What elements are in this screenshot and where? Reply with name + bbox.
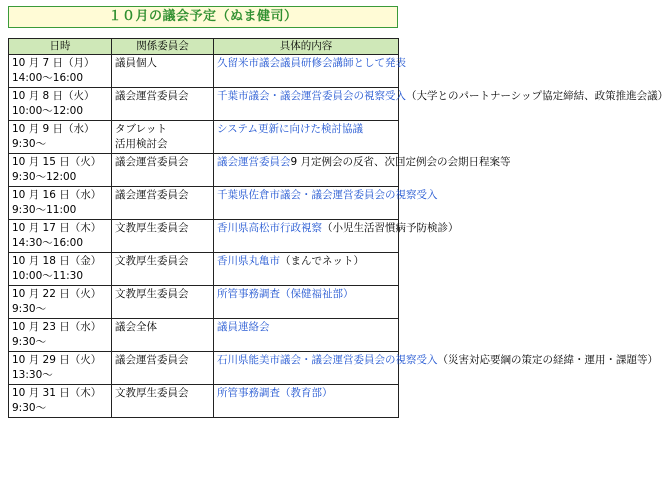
committee-text: 議会運営委員会 bbox=[115, 156, 189, 168]
table-row bbox=[9, 319, 399, 352]
content-link[interactable]: 議会運営委員会 bbox=[217, 156, 291, 168]
table-row bbox=[9, 154, 399, 187]
time-text: 9:30～ bbox=[12, 336, 47, 348]
date-cell bbox=[9, 154, 112, 187]
date-cell bbox=[9, 253, 112, 286]
content-note: 9 月定例会の反省、次回定例会の会期日程案等 bbox=[290, 156, 511, 168]
content-cell bbox=[214, 88, 668, 121]
content-cell bbox=[214, 187, 438, 220]
content-note: （まんでネット） bbox=[280, 255, 364, 267]
committee-cell bbox=[112, 154, 214, 187]
table-row bbox=[9, 220, 399, 253]
date-text: 10 月 8 日（火） bbox=[12, 90, 95, 102]
content-note: （災害対応要綱の策定の経緯・運用・課題等） bbox=[437, 354, 658, 366]
content-cell bbox=[214, 154, 511, 187]
committee-text: 文教厚生委員会 bbox=[115, 222, 189, 234]
date-cell bbox=[9, 385, 112, 418]
committee-cell bbox=[112, 352, 214, 385]
date-cell bbox=[9, 286, 112, 319]
content-cell bbox=[214, 385, 399, 418]
date-cell bbox=[9, 88, 112, 121]
date-text: 10 月 23 日（水） bbox=[12, 321, 102, 333]
content-note: （小児生活習慣病予防検診） bbox=[322, 222, 459, 234]
content-link[interactable]: 石川県能美市議会・議会運営委員会の視察受入 bbox=[217, 354, 438, 366]
committee-text: タブレット bbox=[115, 123, 167, 135]
committee-cell bbox=[112, 286, 214, 319]
column-header-content: 具体的内容 bbox=[214, 39, 399, 55]
content-link[interactable]: 所管事務調査 bbox=[217, 387, 280, 399]
content-cell bbox=[214, 121, 399, 154]
date-text: 10 月 29 日（火） bbox=[12, 354, 102, 366]
time-text: 13:30～ bbox=[12, 369, 53, 381]
committee-text: 文教厚生委員会 bbox=[115, 288, 189, 300]
date-text: 10 月 7 日（月） bbox=[12, 57, 95, 69]
time-text: 9:30～ bbox=[12, 402, 47, 414]
committee-cell bbox=[112, 88, 214, 121]
table-row bbox=[9, 187, 399, 220]
table-row bbox=[9, 55, 399, 88]
committee-text: 活用検討会 bbox=[115, 138, 168, 150]
content-link[interactable]: 香川県丸亀市 bbox=[217, 255, 280, 267]
date-text: 10 月 22 日（火） bbox=[12, 288, 102, 300]
time-text: 14:00～16:00 bbox=[12, 72, 84, 84]
content-link[interactable]: 香川県高松市行政視察 bbox=[217, 222, 322, 234]
content-link[interactable]: 久留米市議会議員研修会 bbox=[217, 57, 333, 69]
content-cell bbox=[214, 319, 399, 352]
date-text: 10 月 9 日（水） bbox=[12, 123, 95, 135]
time-text: 14:30～16:00 bbox=[12, 237, 84, 249]
table-row bbox=[9, 286, 399, 319]
committee-text: 議会全体 bbox=[115, 321, 157, 333]
committee-cell bbox=[112, 187, 214, 220]
time-text: 9:30～ bbox=[12, 303, 47, 315]
content-link[interactable]: 議員連絡会 bbox=[217, 321, 270, 333]
date-cell bbox=[9, 55, 112, 88]
content-link[interactable]: 千葉県佐倉市議会・議会運営委員会の視察受入 bbox=[217, 189, 438, 201]
date-cell bbox=[9, 352, 112, 385]
time-text: 10:00～11:30 bbox=[12, 270, 84, 282]
content-link[interactable]: 千葉市議会・議会運営委員会の視察受入 bbox=[217, 90, 406, 102]
committee-text: 文教厚生委員会 bbox=[115, 387, 189, 399]
content-link[interactable]: （教育部） bbox=[280, 387, 333, 399]
time-text: 9:30～ bbox=[12, 138, 47, 150]
committee-text: 議会運営委員会 bbox=[115, 90, 189, 102]
date-cell bbox=[9, 121, 112, 154]
table-row bbox=[9, 121, 399, 154]
committee-cell bbox=[112, 253, 214, 286]
table-row bbox=[9, 253, 399, 286]
content-cell bbox=[214, 253, 399, 286]
schedule-rows bbox=[9, 55, 668, 418]
content-note: （大学とのパートナーシップ協定締結、政策推進会議） bbox=[406, 90, 668, 102]
committee-cell bbox=[112, 220, 214, 253]
table-row bbox=[9, 88, 399, 121]
content-link[interactable]: 講師として発表 bbox=[332, 57, 406, 69]
page-title: １０月の議会予定（ぬま健司） bbox=[8, 6, 398, 28]
content-cell bbox=[214, 55, 406, 88]
time-text: 10:00～12:00 bbox=[12, 105, 84, 117]
content-link[interactable]: （保健福祉部） bbox=[280, 288, 354, 300]
content-link[interactable]: システム更新に向けた検討協議 bbox=[217, 123, 363, 135]
date-cell bbox=[9, 220, 112, 253]
date-text: 10 月 18 日（金） bbox=[12, 255, 102, 267]
committee-cell bbox=[112, 319, 214, 352]
committee-cell bbox=[112, 55, 214, 88]
table-header-row bbox=[9, 39, 399, 55]
date-text: 10 月 15 日（火） bbox=[12, 156, 102, 168]
content-cell bbox=[214, 352, 658, 385]
date-cell bbox=[9, 319, 112, 352]
committee-text: 議会運営委員会 bbox=[115, 354, 189, 366]
date-text: 10 月 31 日（木） bbox=[12, 387, 102, 399]
date-text: 10 月 16 日（水） bbox=[12, 189, 102, 201]
content-link[interactable]: 所管事務調査 bbox=[217, 288, 280, 300]
table-row bbox=[9, 385, 399, 418]
committee-cell bbox=[112, 385, 214, 418]
committee-text: 文教厚生委員会 bbox=[115, 255, 189, 267]
committee-cell bbox=[112, 121, 214, 154]
schedule-table bbox=[8, 38, 668, 418]
column-header-committee: 関係委員会 bbox=[112, 39, 214, 55]
content-cell bbox=[214, 220, 459, 253]
committee-text: 議会運営委員会 bbox=[115, 189, 189, 201]
content-cell bbox=[214, 286, 399, 319]
time-text: 9:30～12:00 bbox=[12, 171, 77, 183]
time-text: 9:30～11:00 bbox=[12, 204, 77, 216]
table-row bbox=[9, 352, 399, 385]
committee-text: 議員個人 bbox=[115, 57, 157, 69]
date-text: 10 月 17 日（木） bbox=[12, 222, 102, 234]
column-header-date: 日時 bbox=[9, 39, 112, 55]
date-cell bbox=[9, 187, 112, 220]
